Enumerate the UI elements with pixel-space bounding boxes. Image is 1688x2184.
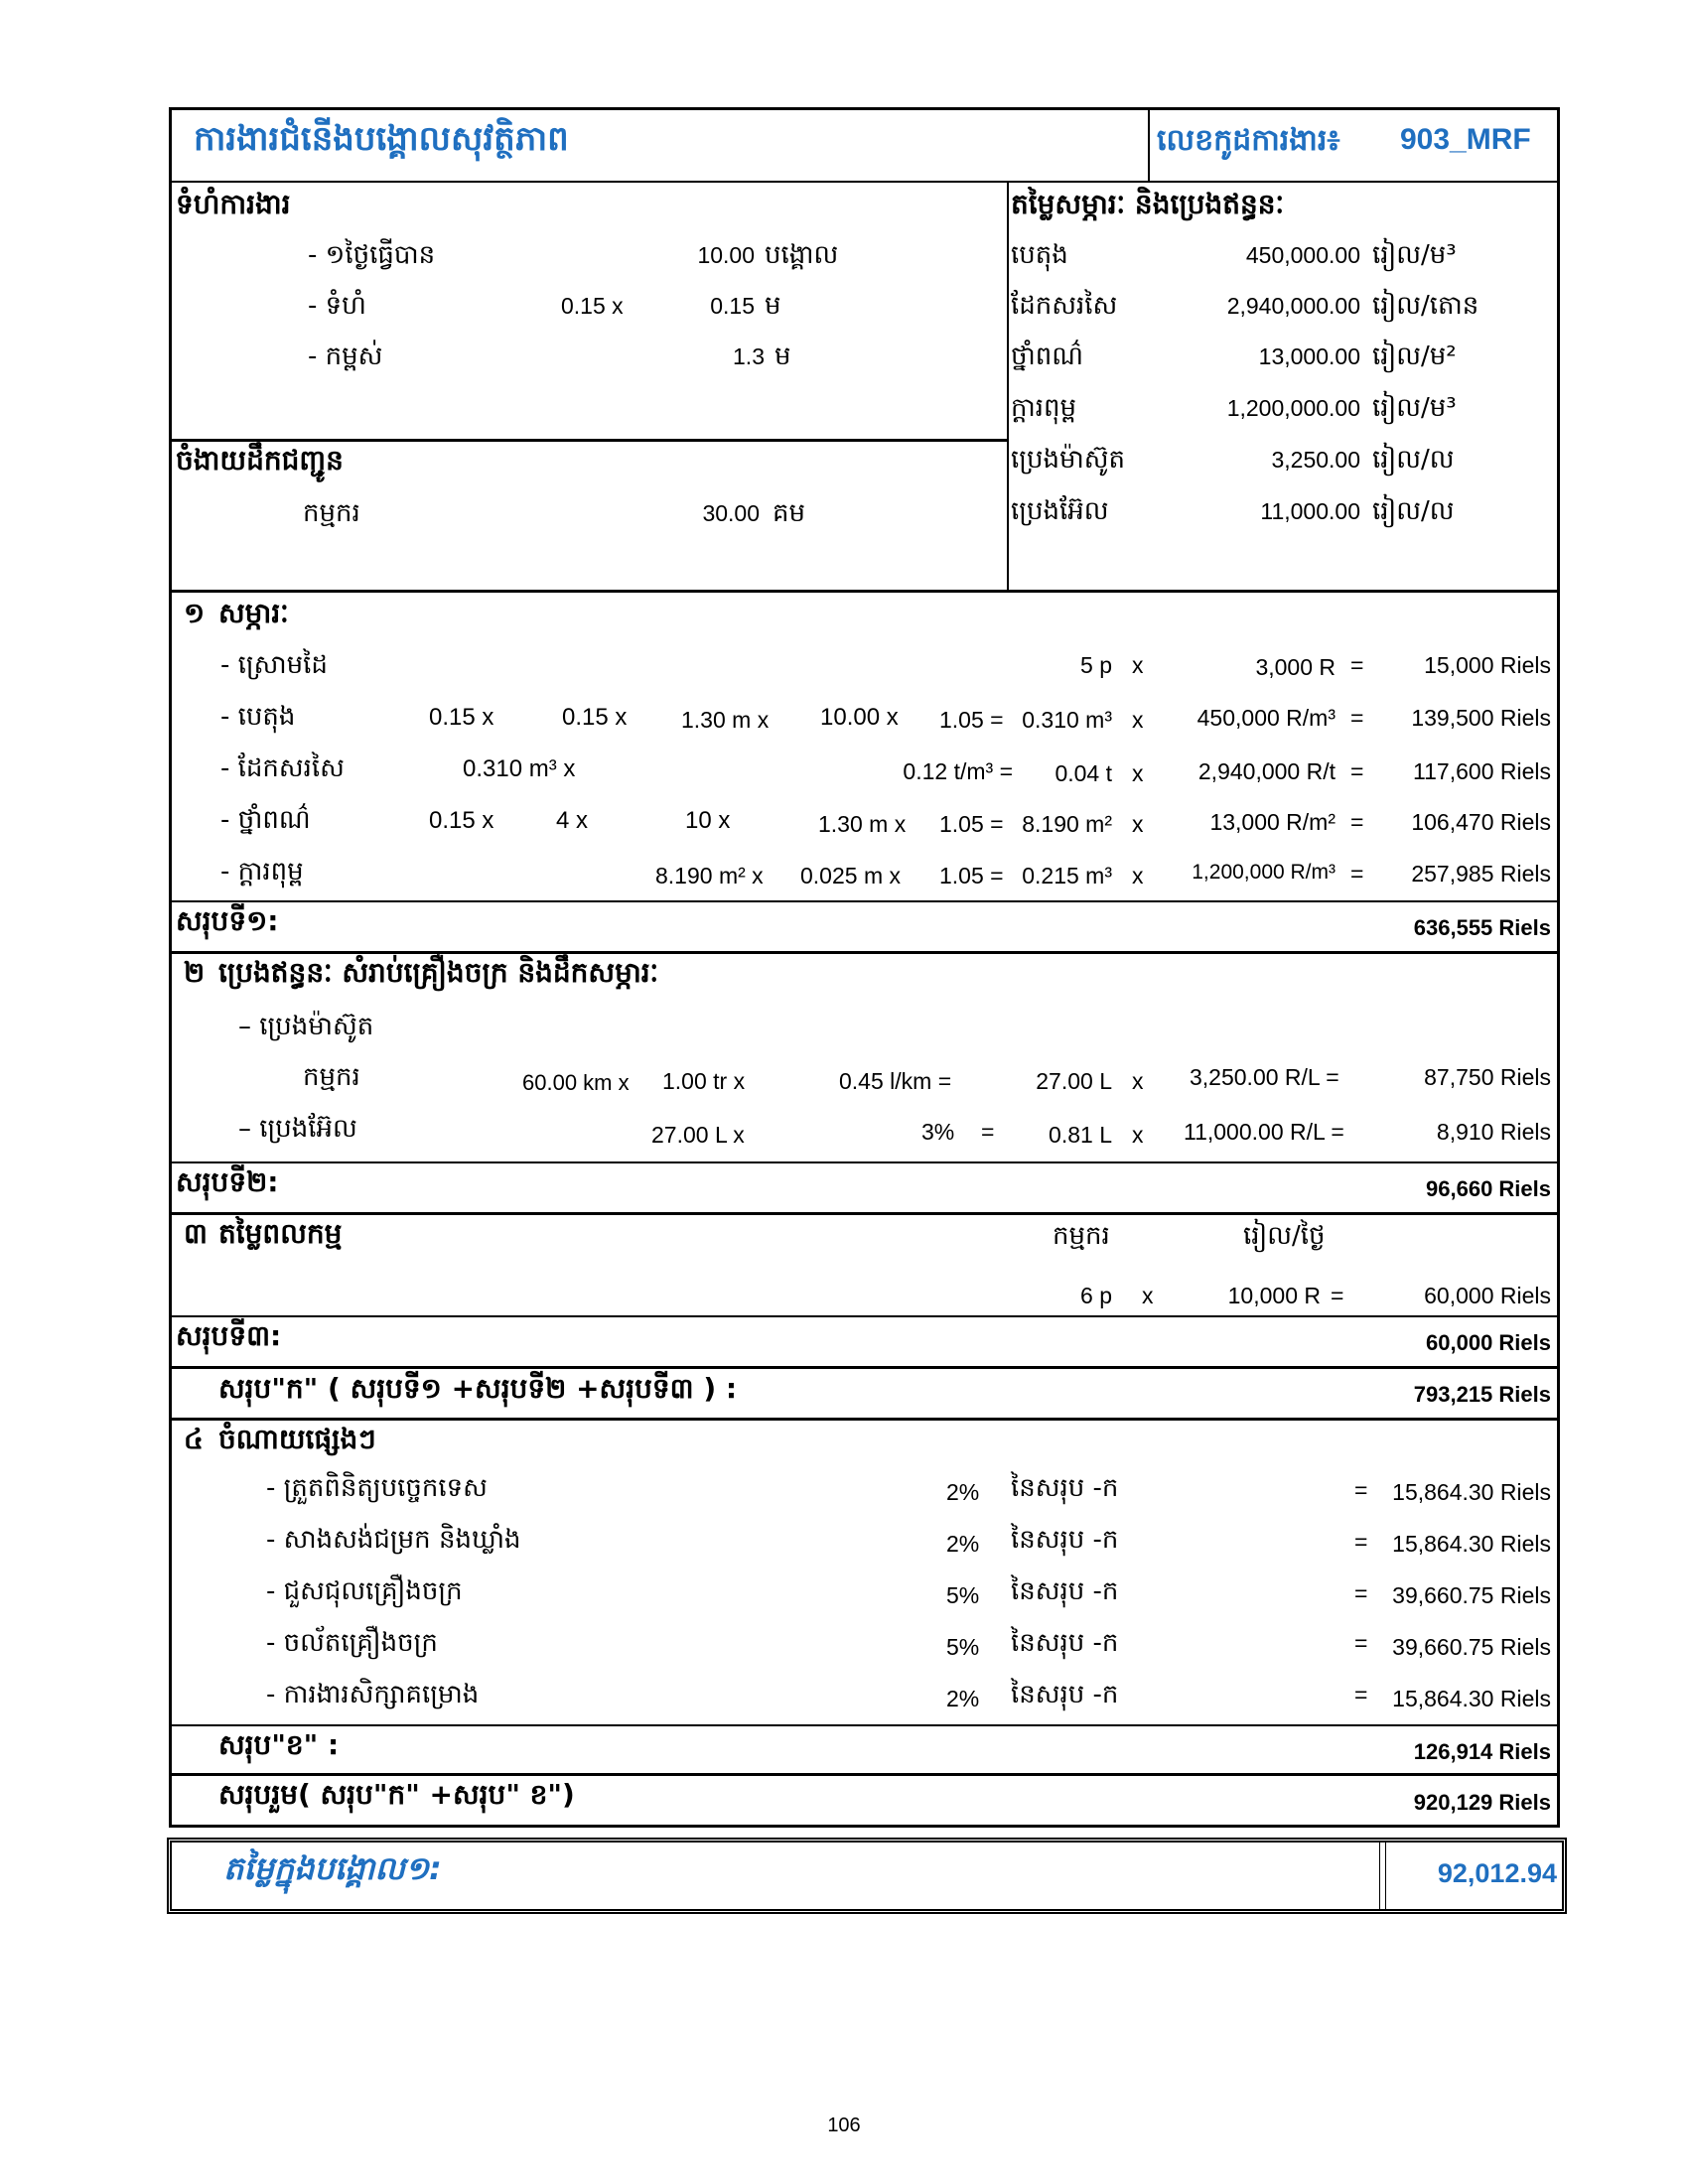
- table-total: 60,000 Riels: [1424, 1283, 1551, 1308]
- scope-v1: 0.15 x: [561, 293, 624, 319]
- table-cell: x: [1132, 863, 1144, 888]
- table-total: 39,660.75 Riels: [1392, 1582, 1551, 1608]
- table-cell: 1.30 m x: [818, 811, 907, 837]
- total-b-label: សរុប"ខ" :: [218, 1728, 340, 1761]
- table-cell: 27.00 L: [1036, 1068, 1112, 1094]
- total-a-value: 793,215 Riels: [1413, 1382, 1551, 1407]
- table-total: 15,864.30 Riels: [1392, 1686, 1551, 1711]
- table-row-label: - ក្តារពុម្ព: [220, 857, 304, 887]
- sec1-subtotal-label: សរុបទី១:: [176, 904, 279, 937]
- price-unit: រៀល/តោន: [1372, 291, 1479, 321]
- table-row-label: - ត្រួតពិនិត្យបច្ចេកទេស: [266, 1473, 488, 1503]
- page-number: 106: [827, 2115, 861, 2136]
- frame-right: [1557, 107, 1560, 1827]
- table-cell: 3%: [921, 1119, 955, 1145]
- price-value: 2,940,000.00: [1226, 293, 1360, 319]
- price-value: 1,200,000.00: [1226, 395, 1360, 421]
- table-cell: 60.00 km x: [522, 1070, 630, 1095]
- diesel-label: – ប្រេងម៉ាស៊ូត: [238, 1012, 374, 1041]
- sec2-title: ប្រេងឥន្ធនៈ សំរាប់គ្រឿងចក្រ និងដឹកសម្ភារៈ: [218, 956, 659, 989]
- table-cell: នៃសរុប -ក: [1011, 1628, 1119, 1658]
- header-divider: [1148, 107, 1150, 182]
- scope-v2: 0.15: [710, 293, 755, 319]
- table-cell: 3,000 R: [1255, 654, 1336, 680]
- table-cell: 10 x: [685, 807, 731, 834]
- sec3-subtotal: 60,000 Riels: [1426, 1330, 1551, 1355]
- sec3-subtotal-line: [169, 1315, 1560, 1317]
- table-cell: 5 p: [1080, 652, 1112, 678]
- table-cell: x: [1132, 1122, 1144, 1148]
- table-cell: =: [1354, 1477, 1368, 1503]
- table-row-label: - ដែកសរសៃ: [220, 753, 345, 783]
- price-label: ថ្នាំពណ៌: [1011, 341, 1083, 371]
- price-label: បេតុង: [1011, 240, 1068, 270]
- table-cell: 8.190 m² x: [655, 863, 764, 888]
- sec3-subtotal-label: សរុបទី៣:: [176, 1319, 282, 1352]
- table-cell: 5%: [946, 1634, 980, 1660]
- table-row-label: - ស្រោមដៃ: [220, 650, 328, 680]
- table-cell: នៃសរុប -ក: [1011, 1680, 1119, 1709]
- table-cell: =: [1354, 1580, 1368, 1606]
- table-cell: នៃសរុប -ក: [1011, 1473, 1119, 1503]
- table-cell: 0.12 t/m³ =: [903, 758, 1013, 784]
- price-label: ក្តារពុម្ព: [1011, 393, 1077, 423]
- table-cell: 3,250.00 R/L =: [1190, 1064, 1339, 1090]
- table-cell: 1.05 =: [939, 863, 1004, 888]
- transport-label: កម្មករ: [303, 498, 360, 528]
- sec4-bottom-line: [169, 1724, 1560, 1726]
- table-cell: 0.310 m³ x: [463, 755, 576, 782]
- table-cell: 0.15 x: [429, 807, 494, 834]
- table-cell: =: [1350, 705, 1364, 731]
- table-cell: x: [1132, 760, 1144, 786]
- table-cell: 0.45 l/km =: [839, 1068, 952, 1094]
- table-cell: =: [1354, 1630, 1368, 1656]
- sec3-bottom-line: [169, 1366, 1560, 1369]
- unit-price-divider-b: [1385, 1843, 1386, 1909]
- grand-total-label: សរុបរួម( សរុប"ក" +សរុប" ខ"): [218, 1778, 575, 1811]
- sec2-subtotal-label: សរុបទី២:: [176, 1165, 279, 1198]
- sec1-subtotal: 636,555 Riels: [1413, 915, 1551, 940]
- price-value: 11,000.00: [1260, 498, 1360, 524]
- table-cell: 1.00 tr x: [662, 1068, 746, 1094]
- price-unit: រៀល/ម³: [1372, 393, 1457, 423]
- price-value: 3,250.00: [1271, 447, 1360, 473]
- table-cell: =: [1350, 758, 1364, 784]
- price-value: 450,000.00: [1245, 242, 1360, 268]
- scope-label: - ទំហំ: [308, 291, 366, 321]
- scope-label: - កម្ពស់: [308, 341, 383, 371]
- info-bottom-line: [169, 590, 1560, 593]
- table-cell: =: [1350, 861, 1364, 887]
- table-cell: 6 p: [1080, 1283, 1112, 1308]
- scope-unit: បង្គោល: [765, 240, 839, 270]
- table-cell: x: [1132, 811, 1144, 837]
- scope-unit: ម: [774, 341, 791, 371]
- table-total: 15,864.30 Riels: [1392, 1479, 1551, 1505]
- price-unit: រៀល/ម²: [1372, 341, 1457, 371]
- price-unit: រៀល/ល: [1372, 496, 1455, 526]
- table-cell: 1,200,000 R/m³: [1192, 861, 1336, 884]
- table-cell: 450,000 R/m³: [1196, 705, 1336, 731]
- sec3-col-worker: កម្មករ: [1053, 1221, 1110, 1251]
- table-cell: 1.05 =: [939, 811, 1004, 837]
- header-bottom-line: [169, 181, 1560, 183]
- table-cell: =: [1350, 652, 1364, 678]
- price-label: ដែកសរសៃ: [1011, 291, 1118, 321]
- table-total: 8,910 Riels: [1436, 1119, 1551, 1145]
- table-cell: =: [1331, 1283, 1344, 1308]
- scope-unit: ម: [765, 291, 781, 321]
- sec1-subtotal-line: [169, 900, 1560, 902]
- table-total: 106,470 Riels: [1411, 809, 1551, 835]
- table-cell: =: [981, 1119, 995, 1145]
- info-divider: [1007, 182, 1009, 591]
- worker-label: កម្មករ: [303, 1062, 360, 1092]
- transport-unit: គម: [773, 498, 806, 528]
- table-total: 257,985 Riels: [1411, 861, 1551, 887]
- table-cell: 8.190 m²: [1022, 811, 1112, 837]
- price-label: ប្រេងម៉ាស៊ូត: [1011, 445, 1126, 475]
- sec2-number: ២: [184, 956, 206, 989]
- table-cell: =: [1354, 1529, 1368, 1555]
- total-b-value: 126,914 Riels: [1413, 1739, 1551, 1764]
- prices-heading: តម្លៃសម្ភារៈ និងប្រេងឥន្ធនៈ: [1011, 188, 1285, 220]
- sec2-subtotal: 96,660 Riels: [1426, 1176, 1551, 1201]
- scope-heading: ទំហំការងារ: [176, 188, 291, 220]
- table-row-label: - ជួសជុលគ្រឿងចក្រ: [266, 1576, 463, 1606]
- scope-v2: 10.00: [697, 242, 755, 268]
- table-cell: 2,940,000 R/t: [1197, 758, 1336, 784]
- table-row-label: - ការងារសិក្សាគម្រោង: [266, 1680, 480, 1709]
- table-row-label: - ចល័តគ្រឿងចក្រ: [266, 1628, 438, 1658]
- sec4-number: ៤: [184, 1423, 204, 1455]
- table-cell: 0.215 m³: [1022, 863, 1112, 888]
- table-cell: 1.05 =: [939, 707, 1004, 733]
- price-unit: រៀល/ម³: [1372, 240, 1457, 270]
- table-cell: 10,000 R: [1227, 1283, 1321, 1308]
- frame-left: [169, 107, 172, 1827]
- scope-label: - ១ថ្ងៃធ្វើបាន: [308, 240, 436, 270]
- table-cell: នៃសរុប -ក: [1011, 1576, 1119, 1606]
- table-cell: 0.15 x: [562, 704, 628, 731]
- table-total: 39,660.75 Riels: [1392, 1634, 1551, 1660]
- total-a-bottom-line: [169, 1418, 1560, 1421]
- table-cell: =: [1354, 1682, 1368, 1707]
- table-cell: 0.04 t: [1055, 760, 1112, 786]
- table-row-label: - បេតុង: [220, 702, 296, 732]
- table-cell: 0.025 m x: [800, 863, 901, 888]
- sec3-number: ៣: [184, 1217, 208, 1250]
- price-value: 13,000.00: [1258, 343, 1360, 369]
- table-cell: =: [1350, 809, 1364, 835]
- table-cell: 5%: [946, 1582, 980, 1608]
- table-cell: 0.310 m³: [1022, 707, 1112, 733]
- code-label: លេខកូដការងារ៖: [1157, 123, 1340, 158]
- total-b-bottom-line: [169, 1773, 1560, 1776]
- table-cell: 4 x: [556, 807, 589, 834]
- grand-total-value: 920,129 Riels: [1413, 1790, 1551, 1815]
- transport-heading: ចំងាយដឹកជញ្ជូន: [176, 444, 344, 477]
- table-cell: 10.00 x: [820, 704, 899, 731]
- table-cell: 13,000 R/m²: [1209, 809, 1336, 835]
- oil-label: – ប្រេងអ៊ែល: [238, 1114, 357, 1144]
- sec1-title: សម្ភារៈ: [218, 597, 289, 629]
- table-cell: x: [1142, 1283, 1154, 1308]
- scope-bottom-line: [169, 439, 1009, 442]
- unit-price-value: 92,012.94: [1437, 1858, 1557, 1888]
- sec2-bottom-line: [169, 1212, 1560, 1215]
- sec2-subtotal-line: [169, 1161, 1560, 1163]
- price-unit: រៀល/ល: [1372, 445, 1455, 475]
- table-total: 15,864.30 Riels: [1392, 1531, 1551, 1557]
- table-cell: 2%: [946, 1531, 980, 1557]
- table-cell: 27.00 L x: [651, 1122, 745, 1148]
- frame-bottom: [169, 1825, 1560, 1828]
- table-total: 87,750 Riels: [1424, 1064, 1551, 1090]
- total-a-label: សរុប"ក" ( សរុបទី១ +សរុបទី២ +សរុបទី៣ ) :: [218, 1372, 738, 1405]
- sec4-title: ចំណាយផ្សេងៗ: [218, 1423, 376, 1455]
- sec1-bottom-line: [169, 951, 1560, 954]
- sec3-title: តម្លៃពលកម្ម: [218, 1217, 343, 1250]
- table-total: 15,000 Riels: [1424, 652, 1551, 678]
- table-cell: 0.81 L: [1049, 1122, 1112, 1148]
- table-cell: x: [1132, 652, 1144, 678]
- table-cell: នៃសរុប -ក: [1011, 1525, 1119, 1555]
- unit-price-label: តម្លៃក្នុងបង្គោល១:: [223, 1849, 442, 1887]
- page-title: ការងារជំនើងបង្គោលសុវត្ថិភាព: [194, 119, 569, 159]
- table-cell: 1.30 m x: [681, 707, 770, 733]
- code-value: 903_MRF: [1400, 123, 1531, 156]
- scope-v2: 1.3: [733, 343, 765, 369]
- transport-value: 30.00: [702, 500, 760, 526]
- table-cell: 11,000.00 R/L =: [1184, 1119, 1344, 1145]
- table-total: 139,500 Riels: [1411, 705, 1551, 731]
- table-cell: 2%: [946, 1686, 980, 1711]
- sec3-col-rate: រៀល/ថ្ងៃ: [1243, 1221, 1326, 1251]
- frame-top: [169, 107, 1560, 110]
- table-cell: x: [1132, 1068, 1144, 1094]
- table-total: 117,600 Riels: [1413, 758, 1551, 784]
- table-cell: x: [1132, 707, 1144, 733]
- unit-price-divider-a: [1379, 1843, 1380, 1909]
- table-row-label: - ថ្នាំពណ៌: [220, 805, 311, 835]
- table-row-label: - សាងសង់ជម្រក និងឃ្លាំង: [266, 1525, 521, 1555]
- table-cell: 2%: [946, 1479, 980, 1505]
- table-cell: 0.15 x: [429, 704, 494, 731]
- price-label: ប្រេងអ៊ែល: [1011, 496, 1109, 526]
- sec1-number: ១: [184, 597, 206, 629]
